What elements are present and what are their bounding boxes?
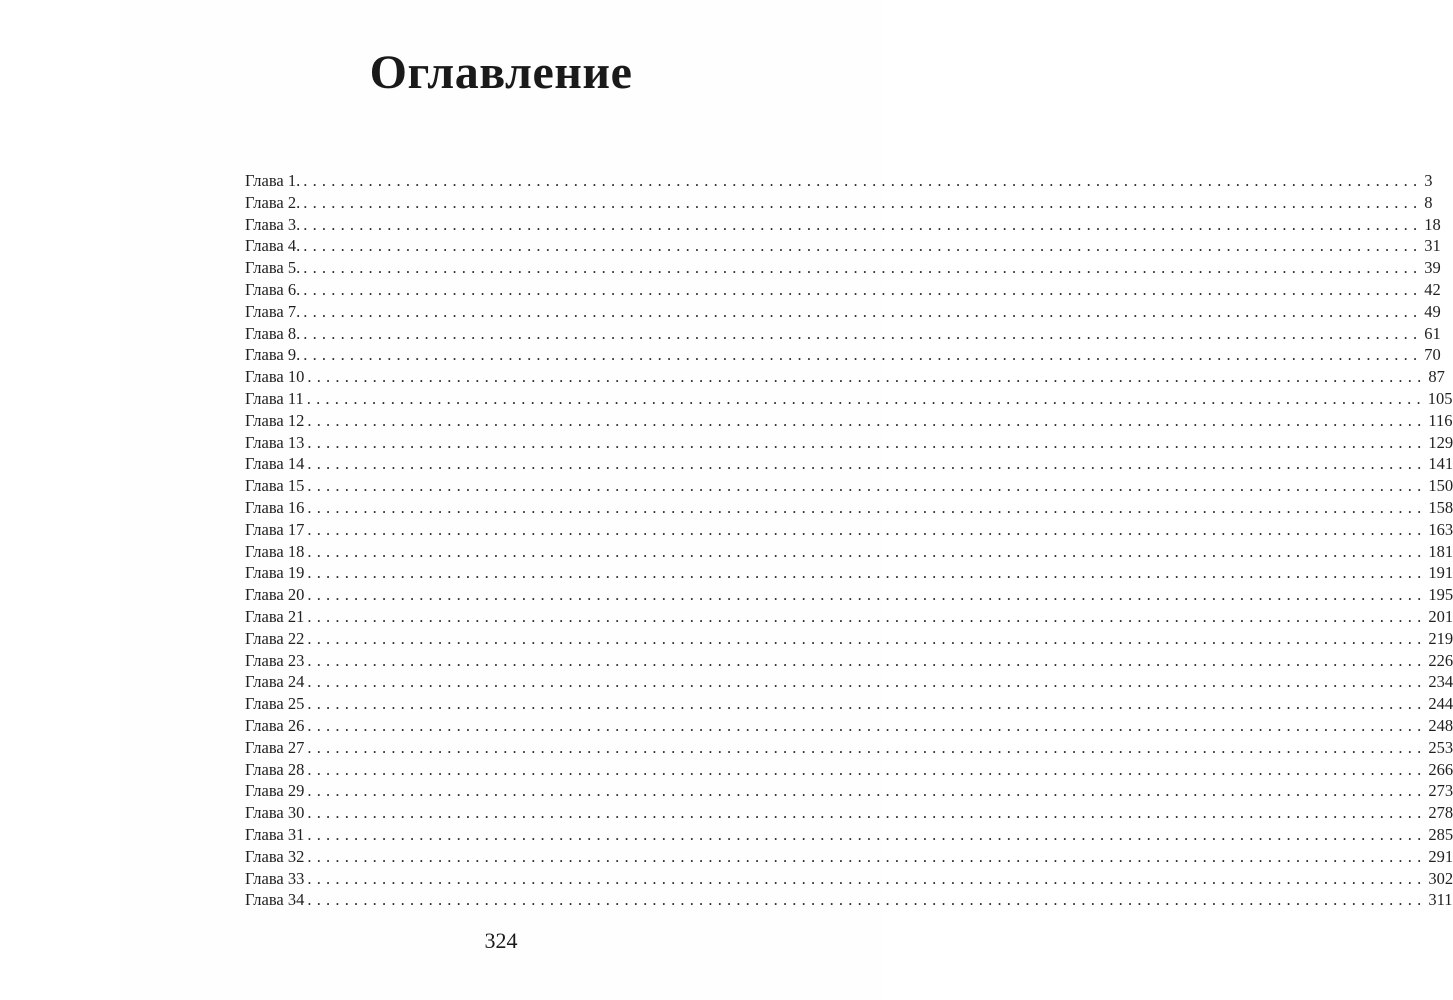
toc-entry	[245, 323, 1441, 345]
toc-entry-page: 244	[1428, 694, 1453, 714]
toc-entry-page: 39	[1424, 258, 1441, 278]
toc-entry-page: 31	[1424, 236, 1441, 256]
toc-entry	[245, 410, 1453, 432]
toc-entry-label: Глава 30	[245, 803, 305, 823]
toc-entry	[245, 562, 1453, 584]
toc-leader-dots: ........................................................................................................................	[307, 410, 1427, 430]
toc-leader-dots: ........................................................................................................................	[303, 279, 1423, 299]
toc-entry	[245, 802, 1453, 824]
toc-entry-label: Глава 7.	[245, 301, 301, 321]
toc-entry	[245, 301, 1441, 323]
toc-entry-page: 266	[1428, 759, 1453, 779]
toc-entry-label: Глава 10	[245, 367, 305, 387]
toc-entry-page: 105	[1427, 388, 1453, 408]
toc-entry-label: Глава 28	[245, 759, 305, 779]
toc-entry-label: Глава 16	[245, 497, 305, 517]
toc-entry	[245, 453, 1453, 475]
toc-entry-label: Глава 23	[245, 650, 305, 670]
toc-entry	[245, 671, 1453, 693]
toc-entry-label: Глава 6.	[245, 279, 301, 299]
toc-entry-page: 61	[1424, 323, 1441, 343]
toc-entry	[245, 344, 1441, 366]
toc-entry	[245, 257, 1441, 279]
toc-entry-label: Глава 26	[245, 715, 305, 735]
toc-entry-page: 70	[1424, 345, 1441, 365]
toc-leader-dots: ........................................................................................................................	[307, 672, 1427, 692]
toc-entry-label: Глава 19	[245, 563, 305, 583]
toc-entry-label: Глава 15	[245, 476, 305, 496]
toc-entry-label: Глава 13	[245, 432, 305, 452]
toc-entry	[245, 475, 1453, 497]
toc-entry-label: Глава 21	[245, 606, 305, 626]
toc-leader-dots: ........................................................................................................................	[307, 890, 1427, 910]
toc-entry-page: 87	[1428, 367, 1445, 387]
toc-entry	[245, 846, 1453, 868]
toc-entry	[245, 693, 1453, 715]
toc-entry-label: Глава 14	[245, 454, 305, 474]
toc-entry-page: 141	[1428, 454, 1453, 474]
toc-entry-page: 253	[1428, 737, 1453, 757]
toc-entry	[245, 214, 1441, 236]
toc-entry	[245, 235, 1441, 257]
toc-entry-label: Глава 5.	[245, 258, 301, 278]
toc-entry	[245, 650, 1453, 672]
toc-entry-page: 248	[1428, 715, 1453, 735]
toc-entry-page: 158	[1428, 497, 1453, 517]
toc-leader-dots: ........................................................................................................................	[306, 388, 1426, 408]
toc-entry-label: Глава 2.	[245, 192, 301, 212]
toc-entry-page: 42	[1424, 279, 1441, 299]
toc-leader-dots: ........................................................................................................................	[303, 323, 1423, 343]
toc-entry-label: Глава 12	[245, 410, 305, 430]
toc-entry	[245, 170, 1433, 192]
toc-entry	[245, 279, 1441, 301]
toc-entry-label: Глава 27	[245, 737, 305, 757]
toc-leader-dots: ........................................................................................................................	[303, 214, 1423, 234]
toc-entry	[245, 192, 1433, 214]
toc-leader-dots: ........................................................................................................................	[303, 171, 1423, 190]
toc-entry	[245, 824, 1453, 846]
toc-leader-dots: ........................................................................................................................	[307, 824, 1427, 844]
toc-entry	[245, 541, 1453, 563]
page-number: 324	[484, 928, 518, 953]
toc-entry-page: 311	[1428, 890, 1453, 910]
toc-leader-dots: ........................................................................................................................	[307, 497, 1427, 517]
toc-leader-dots: ........................................................................................................................	[307, 585, 1427, 605]
toc-entry-page: 273	[1428, 781, 1453, 801]
toc-leader-dots: ........................................................................................................................	[303, 236, 1423, 256]
toc-leader-dots: ........................................................................................................................	[307, 606, 1427, 626]
toc-entry-label: Глава 31	[245, 824, 305, 844]
toc-entry-label: Глава 4.	[245, 236, 301, 256]
toc-leader-dots: ........................................................................................................................	[307, 803, 1427, 823]
toc-entry-page: 3	[1424, 171, 1433, 190]
toc-entry-page: 278	[1428, 803, 1453, 823]
toc-leader-dots: ........................................................................................................................	[307, 563, 1427, 583]
toc-entry-page: 181	[1428, 541, 1453, 561]
toc-entry-label: Глава 11	[245, 388, 304, 408]
toc-entry	[245, 519, 1453, 541]
toc-entry	[245, 366, 1445, 388]
toc-leader-dots: ........................................................................................................................	[307, 781, 1427, 801]
toc-leader-dots: ........................................................................................................................	[307, 868, 1427, 888]
toc-entry-page: 8	[1424, 192, 1433, 212]
toc-entry-page: 285	[1428, 824, 1453, 844]
toc-entry-label: Глава 1.	[245, 171, 301, 190]
page-title: Оглавление	[369, 46, 633, 99]
toc-entry	[245, 497, 1453, 519]
toc-entry-page: 49	[1424, 301, 1441, 321]
toc-entry-label: Глава 20	[245, 585, 305, 605]
toc-leader-dots: ........................................................................................................................	[303, 192, 1423, 212]
toc-entry	[245, 388, 1453, 410]
toc-entry-page: 302	[1428, 868, 1453, 888]
toc-entry-page: 150	[1428, 476, 1453, 496]
toc-entry	[245, 868, 1453, 890]
toc-entry-page: 163	[1428, 519, 1453, 539]
toc-entry-label: Глава 9.	[245, 345, 301, 365]
toc-leader-dots: ........................................................................................................................	[303, 345, 1423, 365]
toc-entry-label: Глава 17	[245, 519, 305, 539]
toc-leader-dots: ........................................................................................................................	[307, 519, 1427, 539]
toc-entry	[245, 759, 1453, 781]
toc-leader-dots: ........................................................................................................................	[307, 476, 1427, 496]
toc-entry-page: 195	[1428, 585, 1453, 605]
toc-entry-page: 291	[1428, 846, 1453, 866]
toc-leader-dots: ........................................................................................................................	[303, 301, 1423, 321]
toc-entry-label: Глава 18	[245, 541, 305, 561]
toc-entry	[245, 584, 1453, 606]
toc-entry-page: 18	[1424, 214, 1441, 234]
toc-entry	[245, 715, 1453, 737]
toc-entry-label: Глава 34	[245, 890, 305, 910]
toc-entry	[245, 780, 1453, 802]
toc-entry-page: 234	[1428, 672, 1453, 692]
toc-entry-page: 191	[1428, 563, 1453, 583]
toc-leader-dots: ........................................................................................................................	[307, 541, 1427, 561]
toc-leader-dots: ........................................................................................................................	[307, 432, 1427, 452]
toc-entry-label: Глава 25	[245, 694, 305, 714]
toc-entry-label: Глава 3.	[245, 214, 301, 234]
toc-entry-label: Глава 8.	[245, 323, 301, 343]
toc-entry-page: 116	[1428, 410, 1453, 430]
toc-entry-label: Глава 24	[245, 672, 305, 692]
toc-entry-page: 129	[1428, 432, 1453, 452]
toc-leader-dots: ........................................................................................................................	[307, 628, 1427, 648]
toc-leader-dots: ........................................................................................................................	[307, 759, 1427, 779]
toc-entry-label: Глава 22	[245, 628, 305, 648]
toc-entry-page: 219	[1428, 628, 1453, 648]
toc-leader-dots: ........................................................................................................................	[307, 737, 1427, 757]
toc-leader-dots: ........................................................................................................................	[307, 367, 1427, 387]
toc-entry	[245, 889, 1453, 911]
toc-leader-dots: ........................................................................................................................	[307, 454, 1427, 474]
toc-entry-label: Глава 29	[245, 781, 305, 801]
toc-entry-label: Глава 33	[245, 868, 305, 888]
toc-leader-dots: ........................................................................................................................	[307, 694, 1427, 714]
toc-entry-page: 201	[1428, 606, 1453, 626]
toc-entry-label: Глава 32	[245, 846, 305, 866]
book-page	[120, 0, 1453, 1000]
toc-leader-dots: ........................................................................................................................	[307, 715, 1427, 735]
toc-leader-dots: ........................................................................................................................	[303, 258, 1423, 278]
toc-entry	[245, 432, 1453, 454]
toc-entry	[245, 737, 1453, 759]
toc-entry	[245, 628, 1453, 650]
table-of-contents	[245, 170, 1453, 911]
toc-leader-dots: ........................................................................................................................	[307, 650, 1427, 670]
toc-leader-dots: ........................................................................................................................	[307, 846, 1427, 866]
toc-entry-page: 226	[1428, 650, 1453, 670]
toc-list	[245, 170, 1453, 911]
toc-entry	[245, 606, 1453, 628]
